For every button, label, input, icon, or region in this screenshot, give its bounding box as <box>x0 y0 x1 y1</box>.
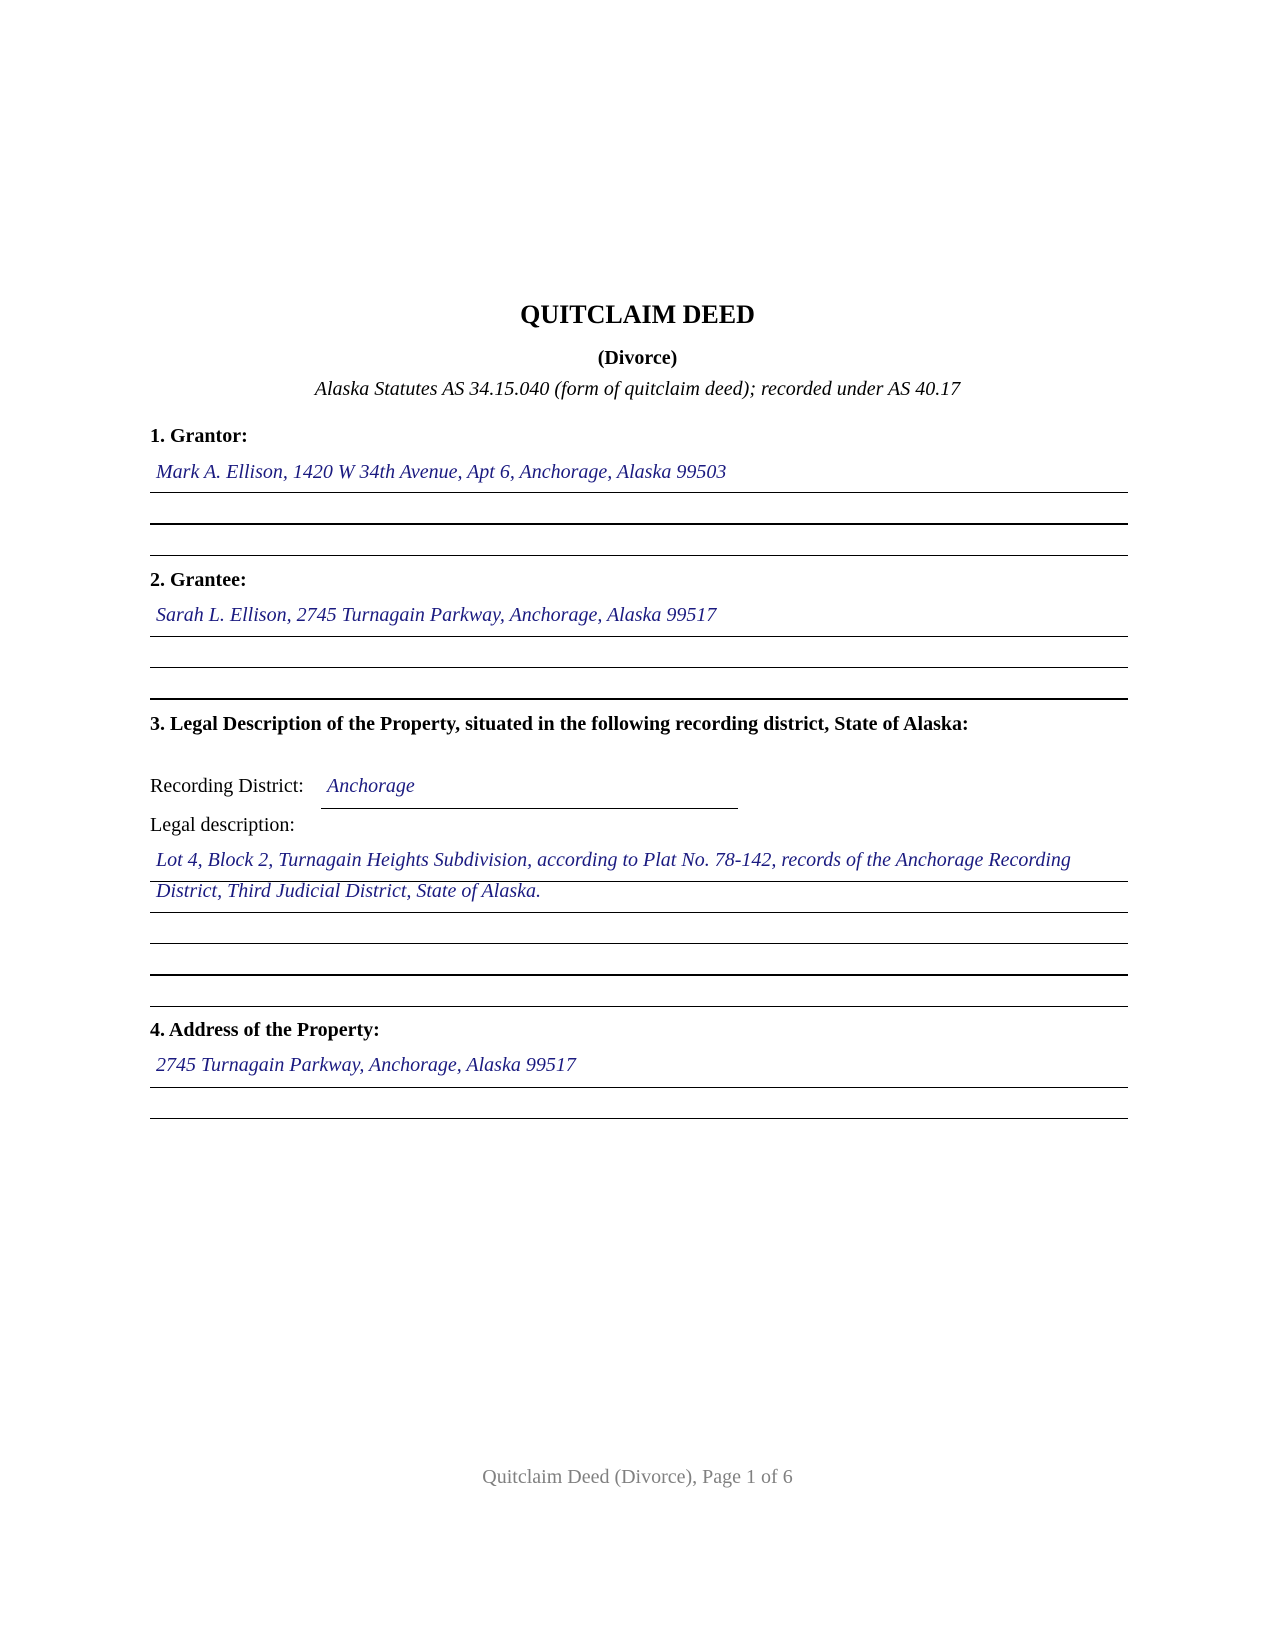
grantee-line-1 <box>150 636 1128 637</box>
grantee-line-3 <box>150 698 1128 700</box>
legal-line-4 <box>150 974 1128 976</box>
recording-district-line <box>321 808 738 809</box>
legal-line-2 <box>150 912 1128 913</box>
page-footer: Quitclaim Deed (Divorce), Page 1 of 6 <box>482 1466 793 1488</box>
legal-description-heading: 3. Legal Description of the Property, situated in the following recording district, State of Alaska: <box>150 713 969 735</box>
document-subtitle: (Divorce) <box>597 347 678 369</box>
legal-description-label: Legal description: <box>150 814 295 836</box>
legal-description-line-1[interactable]: Lot 4, Block 2, Turnagain Heights Subdivision, according to Plat No. 78-142, records of the Anchorage Recording <box>156 849 1071 871</box>
recording-district-label: Recording District: <box>150 775 304 797</box>
grantor-field[interactable]: Mark A. Ellison, 1420 W 34th Avenue, Apt 6, Anchorage, Alaska 99503 <box>156 461 727 483</box>
grantor-line-1 <box>150 492 1128 493</box>
grantee-field[interactable]: Sarah L. Ellison, 2745 Turnagain Parkway, Anchorage, Alaska 99517 <box>156 604 717 626</box>
legal-line-5 <box>150 1006 1128 1007</box>
address-line-1 <box>150 1087 1128 1088</box>
grantor-line-3 <box>150 555 1128 556</box>
address-heading: 4. Address of the Property: <box>150 1019 380 1041</box>
address-field[interactable]: 2745 Turnagain Parkway, Anchorage, Alaska 99517 <box>156 1054 576 1076</box>
statute-reference: Alaska Statutes AS 34.15.040 (form of quitclaim deed); recorded under AS 40.17 <box>314 378 961 400</box>
grantee-line-2 <box>150 667 1128 668</box>
grantor-heading: 1. Grantor: <box>150 425 248 447</box>
recording-district-field[interactable]: Anchorage <box>327 775 415 797</box>
address-line-2 <box>150 1118 1128 1119</box>
grantee-heading: 2. Grantee: <box>150 569 247 591</box>
legal-line-3 <box>150 943 1128 944</box>
grantor-line-2 <box>150 523 1128 525</box>
legal-description-line-2[interactable]: District, Third Judicial District, State of Alaska. <box>156 880 541 902</box>
document-title: QUITCLAIM DEED <box>520 300 755 329</box>
